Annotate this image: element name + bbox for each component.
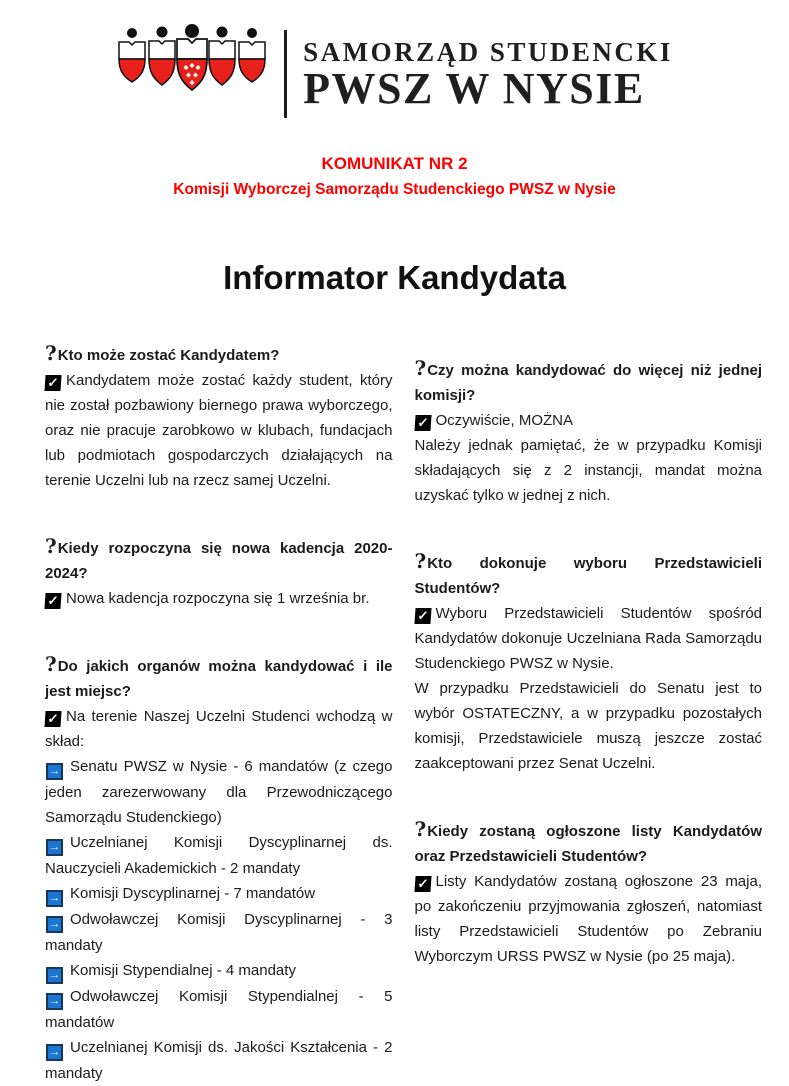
question-text: Kiedy rozpoczyna się nowa kadencja 2020-2024? <box>45 540 393 582</box>
question <box>45 341 393 368</box>
answer-paragraph: ✓ Wyboru Przedstawicieli Studentów spośród Kandydatów dokonuje Uczelniana Rada Samorządu Studenckiego PWSZ w Nysie. <box>414 605 762 672</box>
answer-paragraph: ✓ Kandydatem może zostać każdy student, który nie został pozbawiony biernego prawa wyborczego, oraz nie pracuje zarobkowo w klubach, fundacjach lub podmiotach gospodarczych działających na terenie Uczelni lub na rzecz samej Uczelni. <box>45 372 393 489</box>
bullet-item: → Senatu PWSZ w Nysie - 6 mandatów (z czego jeden zarezerwowany dla Przewodniczącego Samorządu Studenckiego) <box>45 758 393 826</box>
question <box>45 652 393 704</box>
logo-text <box>303 37 673 111</box>
bullet-item: → Odwoławczej Komisji Stypendialnej - 5 mandatów <box>45 988 393 1031</box>
question <box>415 356 763 408</box>
question-mark-icon: ? <box>414 549 427 573</box>
checkbox-checked-icon: ✓ <box>414 608 431 624</box>
checkbox-checked-icon: ✓ <box>44 711 61 727</box>
question-text: Kiedy zostaną ogłoszone listy Kandydatów oraz Przedstawicieli Studentów? <box>414 823 762 865</box>
logo-divider <box>284 30 287 118</box>
org-name-line2: PWSZ W NYSIE <box>303 64 645 113</box>
arrow-right-icon: → <box>46 839 63 856</box>
checkbox-checked-icon: ✓ <box>414 876 431 892</box>
arrow-right-icon: → <box>46 1044 63 1061</box>
question <box>415 817 763 869</box>
qa-section <box>415 817 763 969</box>
answer-paragraph: ✓ Nowa kadencja rozpoczyna się 1 września br. <box>45 586 393 611</box>
question-mark-icon: ? <box>45 534 57 558</box>
qa-columns <box>45 341 762 1086</box>
qa-section <box>45 341 393 493</box>
org-name-line1: SAMORZĄD STUDENCKI <box>303 37 673 67</box>
question-text: Kto może zostać Kandydatem? <box>57 347 280 364</box>
logo <box>0 0 789 124</box>
qa-section <box>45 534 393 611</box>
arrow-right-icon: → <box>46 763 63 780</box>
question-mark-icon: ? <box>45 341 57 365</box>
right-column <box>415 341 763 1086</box>
question-mark-icon: ? <box>45 652 57 676</box>
answer-paragraph: ✓ Listy Kandydatów zostaną ogłoszone 23 maja, po zakończeniu przyjmowania zgłoszeń, natomiast listy Przedstawicieli Studentów po Zebraniu Wyborczym URSS PWSZ w Nysie (po 25 maja). <box>414 873 762 965</box>
arrow-right-icon: → <box>46 890 63 907</box>
qa-section <box>415 356 763 508</box>
page-title: Informator Kandydata <box>223 259 566 296</box>
bullet-item: → Odwoławczej Komisji Dyscyplinarnej - 3 mandaty <box>45 911 393 954</box>
question <box>415 549 763 601</box>
bullet-item: → Komisji Dyscyplinarnej - 7 mandatów <box>45 881 393 907</box>
question <box>45 534 393 586</box>
left-column <box>45 341 393 1086</box>
bullet-item: → Uczelnianej Komisji Dyscyplinarnej ds. Nauczycieli Akademickich - 2 mandaty <box>45 834 393 877</box>
answer-paragraph: ✓ Oczywiście, MOŻNA <box>415 408 763 433</box>
question-text: Kto dokonuje wyboru Przedstawicieli Studentów? <box>414 555 762 597</box>
checkbox-checked-icon: ✓ <box>414 415 431 431</box>
answer-paragraph: Należy jednak pamiętać, że w przypadku Komisji składających się z 2 instancji, mandat można uzyskać tylko w jednej z nich. <box>414 437 762 504</box>
question-text: Do jakich organów można kandydować i ile jest miejsc? <box>45 658 393 700</box>
bullet-item: → Komisji Stypendialnej - 4 mandaty <box>45 958 393 984</box>
arrow-right-icon: → <box>46 916 63 933</box>
arrow-right-icon: → <box>46 993 63 1010</box>
arrow-right-icon: → <box>46 967 63 984</box>
qa-section <box>45 652 393 1086</box>
question-text: Czy można kandydować do więcej niż jednej komisji? <box>414 362 762 404</box>
answer-paragraph: ✓ Na terenie Naszej Uczelni Studenci wchodzą w skład: <box>45 708 393 750</box>
checkbox-checked-icon: ✓ <box>44 375 61 391</box>
answer-paragraph: W przypadku Przedstawicieli do Senatu jest to wybór OSTATECZNY, a w przypadku pozostałych komisji, Przedstawiciele muszą jeszcze zostać zaakceptowani przez Senat Uczelni. <box>414 680 762 772</box>
question-mark-icon: ? <box>414 356 427 380</box>
communique-title: KOMUNIKAT NR 2 <box>321 154 468 173</box>
bullet-item: → Uczelnianej Komisji ds. Jakości Kształcenia - 2 mandaty <box>45 1039 393 1082</box>
question-mark-icon: ? <box>414 817 427 841</box>
checkbox-checked-icon: ✓ <box>44 593 61 609</box>
communique-subtitle: Komisji Wyborczej Samorządu Studenckiego PWSZ w Nysie <box>173 181 616 198</box>
five-shields-logo-icon <box>116 24 268 124</box>
qa-section <box>415 549 763 776</box>
